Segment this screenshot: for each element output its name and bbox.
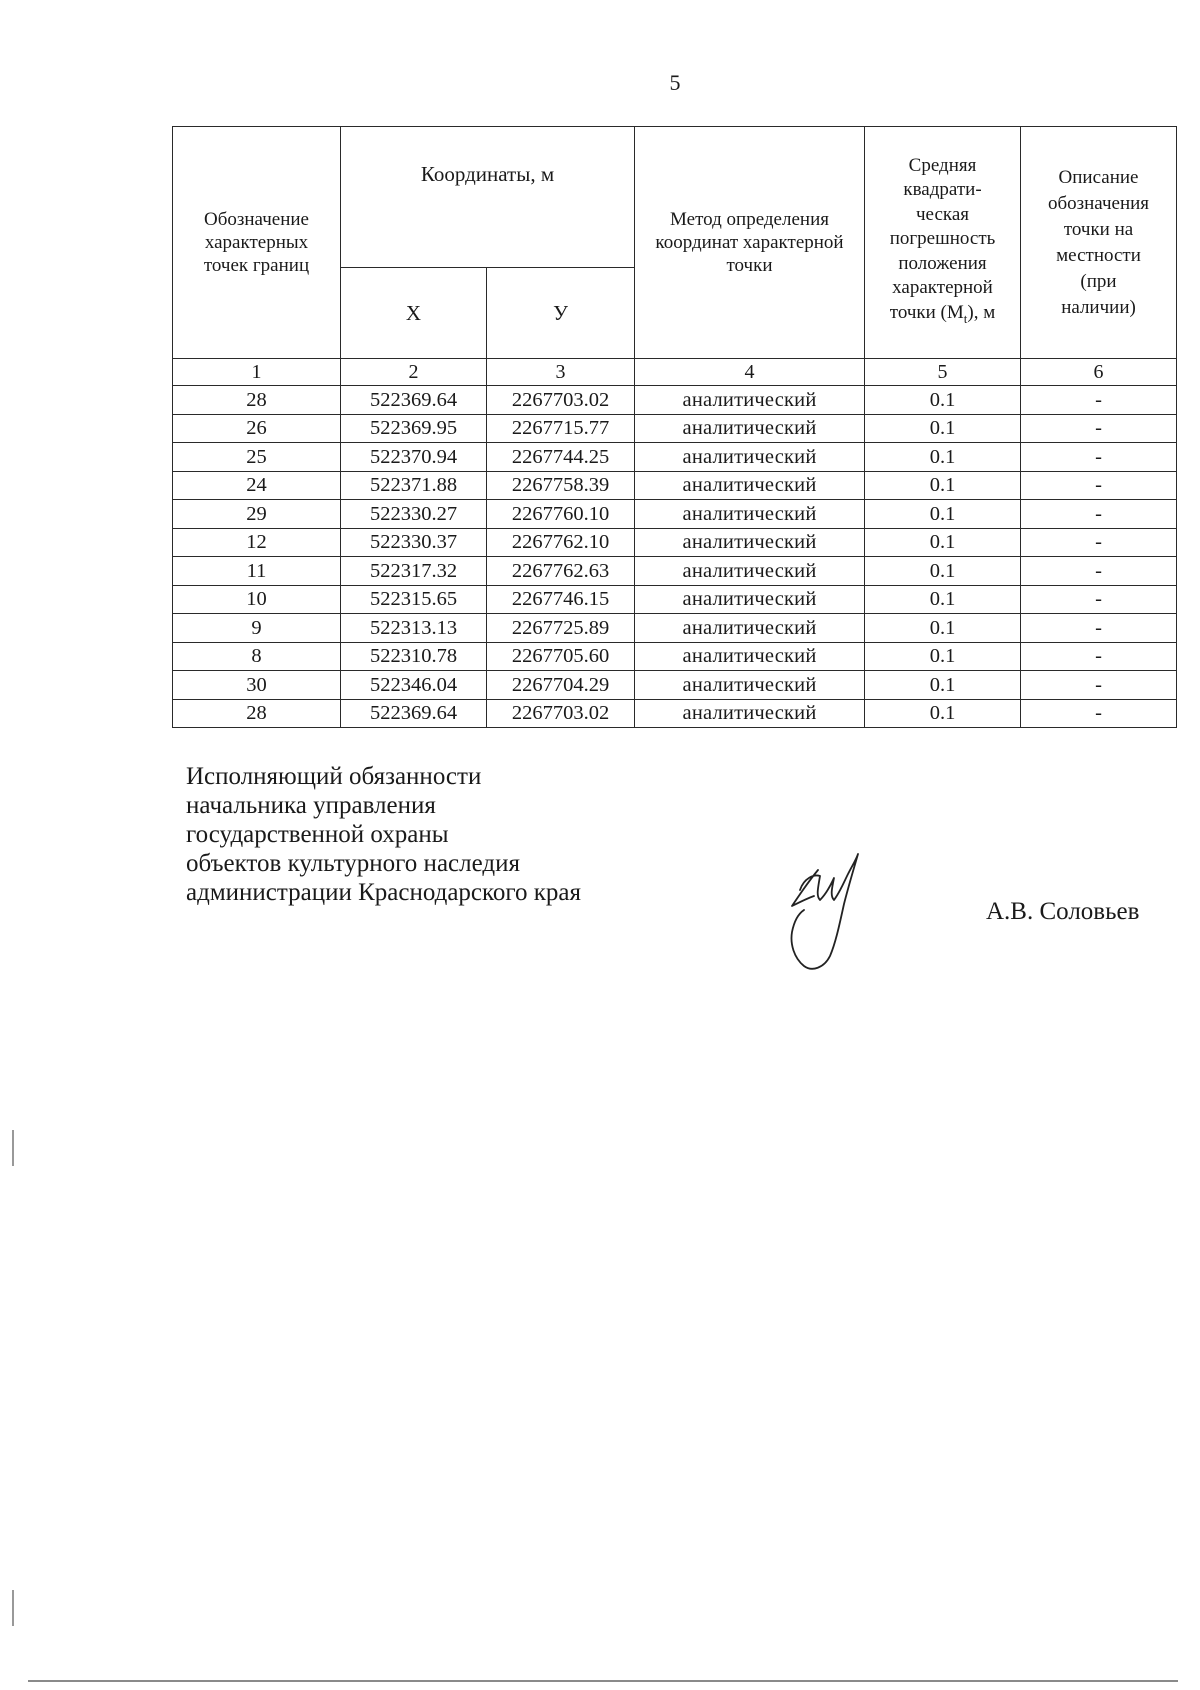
error-cell: 0.1 — [865, 528, 1021, 557]
description-cell: - — [1021, 471, 1177, 500]
method-cell: аналитический — [635, 614, 865, 643]
scan-margin-mark — [12, 1590, 14, 1626]
method-cell: аналитический — [635, 642, 865, 671]
header-mse-line-1: Средняя — [908, 154, 977, 176]
method-cell: аналитический — [635, 557, 865, 586]
error-cell: 0.1 — [865, 557, 1021, 586]
point-cell: 26 — [173, 414, 341, 443]
point-cell: 9 — [173, 614, 341, 643]
description-cell: - — [1021, 671, 1177, 700]
header-mean-square-error — [865, 127, 1021, 359]
method-cell: аналитический — [635, 386, 865, 415]
table-row — [173, 585, 1177, 614]
description-cell: - — [1021, 500, 1177, 529]
error-cell: 0.1 — [865, 500, 1021, 529]
handwritten-signature — [778, 852, 874, 982]
header-mse-line-7-suffix: ), м — [967, 301, 996, 323]
table-row — [173, 557, 1177, 586]
point-cell: 25 — [173, 443, 341, 472]
x-coordinate-cell: 522330.27 — [341, 500, 487, 529]
table-row — [173, 699, 1177, 728]
column-number: 5 — [865, 359, 1021, 386]
error-cell: 0.1 — [865, 699, 1021, 728]
error-cell: 0.1 — [865, 671, 1021, 700]
y-coordinate-cell: 2267705.60 — [487, 642, 635, 671]
x-coordinate-cell: 522369.64 — [341, 699, 487, 728]
point-cell: 10 — [173, 585, 341, 614]
signatory-position — [186, 762, 581, 907]
x-coordinate-cell: 522330.37 — [341, 528, 487, 557]
y-coordinate-cell: 2267760.10 — [487, 500, 635, 529]
point-cell: 30 — [173, 671, 341, 700]
description-cell: - — [1021, 414, 1177, 443]
description-cell: - — [1021, 443, 1177, 472]
signer-name: А.В. Соловьев — [986, 898, 1140, 925]
table-row — [173, 614, 1177, 643]
error-cell: 0.1 — [865, 642, 1021, 671]
scan-bottom-rule — [28, 1680, 1178, 1682]
x-coordinate-cell: 522371.88 — [341, 471, 487, 500]
header-mse-line-3: ческая — [916, 203, 970, 225]
y-coordinate-cell: 2267725.89 — [487, 614, 635, 643]
header-mse-line-5: положения — [898, 252, 987, 274]
y-coordinate-cell: 2267744.25 — [487, 443, 635, 472]
method-cell: аналитический — [635, 585, 865, 614]
column-number: 3 — [487, 359, 635, 386]
description-cell: - — [1021, 585, 1177, 614]
header-desc-line-3: точки на — [1063, 218, 1134, 240]
error-cell: 0.1 — [865, 414, 1021, 443]
method-cell: аналитический — [635, 528, 865, 557]
table-row — [173, 528, 1177, 557]
x-coordinate-cell: 522369.95 — [341, 414, 487, 443]
table-body — [173, 386, 1177, 728]
coordinates-table — [172, 126, 1177, 728]
error-cell: 0.1 — [865, 443, 1021, 472]
header-mse-line-7 — [867, 301, 1018, 331]
header-y: У — [487, 268, 635, 359]
point-cell: 24 — [173, 471, 341, 500]
error-cell: 0.1 — [865, 585, 1021, 614]
y-coordinate-cell: 2267703.02 — [487, 699, 635, 728]
table-row — [173, 443, 1177, 472]
y-coordinate-cell: 2267715.77 — [487, 414, 635, 443]
header-mse-line-7-subscript: t — [963, 310, 968, 326]
table-row — [173, 471, 1177, 500]
description-cell: - — [1021, 528, 1177, 557]
header-coordinates-label: Координаты, м — [420, 162, 555, 186]
error-cell: 0.1 — [865, 471, 1021, 500]
position-line: объектов культурного наследия — [186, 850, 520, 877]
column-number: 2 — [341, 359, 487, 386]
table-row — [173, 671, 1177, 700]
column-number-row — [173, 359, 1177, 386]
header-coordinates — [341, 127, 635, 268]
error-cell: 0.1 — [865, 614, 1021, 643]
method-cell: аналитический — [635, 414, 865, 443]
error-cell: 0.1 — [865, 386, 1021, 415]
y-coordinate-cell: 2267746.15 — [487, 585, 635, 614]
y-coordinate-cell: 2267762.63 — [487, 557, 635, 586]
y-coordinate-cell: 2267758.39 — [487, 471, 635, 500]
method-cell: аналитический — [635, 699, 865, 728]
x-coordinate-cell: 522346.04 — [341, 671, 487, 700]
method-cell: аналитический — [635, 671, 865, 700]
y-coordinate-cell: 2267703.02 — [487, 386, 635, 415]
point-cell: 28 — [173, 386, 341, 415]
scan-margin-mark — [12, 1130, 14, 1166]
description-cell: - — [1021, 642, 1177, 671]
table-row — [173, 414, 1177, 443]
header-description — [1021, 127, 1177, 359]
header-desc-line-4: местности — [1056, 244, 1141, 266]
table-row — [173, 642, 1177, 671]
table-row — [173, 500, 1177, 529]
x-coordinate-cell: 522315.65 — [341, 585, 487, 614]
description-cell: - — [1021, 386, 1177, 415]
x-coordinate-cell: 522317.32 — [341, 557, 487, 586]
header-desc-line-5: (при — [1080, 270, 1117, 292]
point-cell: 12 — [173, 528, 341, 557]
header-method: Метод определения координат характерной точки — [635, 127, 865, 359]
header-mse-line-7-prefix: точки (M — [889, 301, 964, 323]
point-cell: 28 — [173, 699, 341, 728]
header-mse-line-6: характерной — [892, 277, 993, 299]
point-cell: 11 — [173, 557, 341, 586]
page-number: 5 — [669, 70, 681, 95]
column-number: 1 — [173, 359, 341, 386]
description-cell: - — [1021, 699, 1177, 728]
position-line: администрации Краснодарского края — [186, 879, 582, 906]
table-row — [173, 386, 1177, 415]
y-coordinate-cell: 2267704.29 — [487, 671, 635, 700]
header-x: X — [341, 268, 487, 359]
header-desc-line-6: наличии) — [1061, 296, 1136, 318]
position-line: Исполняющий обязанности — [186, 763, 482, 790]
column-number: 6 — [1021, 359, 1177, 386]
method-cell: аналитический — [635, 500, 865, 529]
header-mse-line-2: квадрати- — [903, 179, 982, 201]
column-number: 4 — [635, 359, 865, 386]
method-cell: аналитический — [635, 443, 865, 472]
x-coordinate-cell: 522313.13 — [341, 614, 487, 643]
header-point-designation: Обозначение характерных точек границ — [173, 127, 341, 359]
position-line: государственной охраны — [186, 821, 449, 848]
header-mse-line-4: погрешность — [889, 228, 996, 250]
position-line: начальника управления — [186, 792, 436, 819]
description-cell: - — [1021, 614, 1177, 643]
header-desc-line-1: Описание — [1058, 166, 1139, 188]
method-cell: аналитический — [635, 471, 865, 500]
description-cell: - — [1021, 557, 1177, 586]
y-coordinate-cell: 2267762.10 — [487, 528, 635, 557]
point-cell: 29 — [173, 500, 341, 529]
x-coordinate-cell: 522310.78 — [341, 642, 487, 671]
point-cell: 8 — [173, 642, 341, 671]
header-desc-line-2: обозначения — [1047, 192, 1150, 214]
x-coordinate-cell: 522370.94 — [341, 443, 487, 472]
x-coordinate-cell: 522369.64 — [341, 386, 487, 415]
